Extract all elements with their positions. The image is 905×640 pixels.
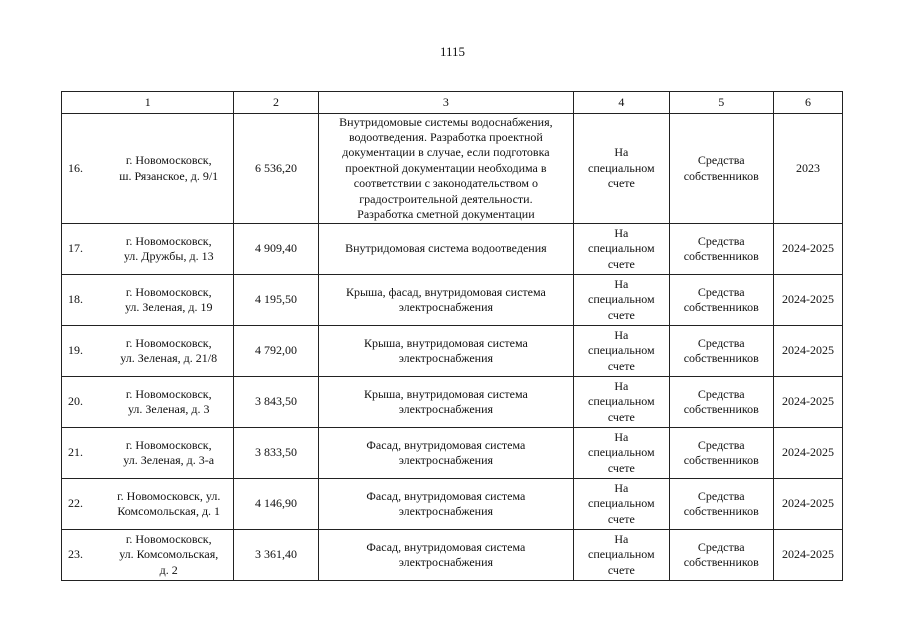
works-line: Крыша, внутридомовая система — [363, 386, 528, 401]
account-line: счете — [607, 409, 635, 424]
funds-cell — [669, 326, 773, 377]
works-cell — [318, 479, 574, 530]
table-row — [62, 114, 843, 224]
works-line: электроснабжения — [398, 351, 494, 365]
area-cell: 3 843,50 — [234, 377, 318, 428]
funds-line: Средства — [697, 437, 745, 452]
table-row — [62, 224, 843, 275]
row-number: 18. — [68, 292, 83, 307]
address-line: г. Новомосковск, ул. — [117, 488, 221, 503]
table-row — [62, 479, 843, 530]
funds-cell — [669, 377, 773, 428]
account-line: На — [614, 378, 629, 393]
area-cell: 4 146,90 — [234, 479, 318, 530]
years-cell: 2024-2025 — [773, 224, 842, 275]
account-line: На — [614, 480, 629, 495]
address-text — [104, 153, 233, 184]
address-line: ш. Рязанское, д. 9/1 — [119, 168, 219, 183]
account-cell — [574, 326, 669, 377]
account-line: счете — [607, 511, 635, 526]
address-text — [104, 285, 233, 316]
row-number: 16. — [68, 160, 83, 175]
works-line: электроснабжения — [398, 453, 494, 467]
account-line: специальном — [588, 343, 655, 358]
works-line: градостроительной деятельности. — [359, 191, 533, 206]
account-line: счете — [607, 562, 635, 577]
column-header: 5 — [669, 92, 773, 114]
works-cell — [318, 224, 574, 275]
address-line: ул. Зеленая, д. 3-а — [123, 453, 215, 467]
address-cell — [62, 428, 234, 479]
table-row — [62, 326, 843, 377]
funds-line: собственников — [683, 300, 759, 314]
address-text — [104, 532, 233, 578]
address-line: ул. Дружбы, д. 13 — [123, 249, 214, 263]
funds-line: Средства — [697, 386, 745, 401]
account-cell — [574, 114, 669, 224]
account-line: На — [614, 327, 629, 342]
funds-line: собственников — [683, 555, 759, 569]
works-line: Фасад, внутридомовая система — [366, 539, 526, 554]
years-cell: 2024-2025 — [773, 428, 842, 479]
works-line: Внутридомовые системы водоснабжения, — [339, 114, 553, 129]
area-cell: 4 909,40 — [234, 224, 318, 275]
funds-cell — [669, 479, 773, 530]
funds-line: собственников — [683, 168, 759, 183]
page-number: 1115 — [439, 44, 466, 59]
works-line: Разработка сметной документации — [357, 207, 535, 222]
address-line: ул. Зеленая, д. 3 — [127, 402, 210, 416]
account-line: специальном — [588, 394, 655, 409]
account-line: счете — [607, 256, 635, 271]
account-line: счете — [607, 460, 635, 475]
years-cell: 2024-2025 — [773, 377, 842, 428]
address-line: г. Новомосковск, — [125, 153, 212, 168]
address-line: д. 2 — [159, 562, 178, 577]
column-header: 3 — [318, 92, 574, 114]
works-line: электроснабжения — [398, 504, 494, 518]
account-cell — [574, 530, 669, 581]
row-number: 21. — [68, 445, 83, 460]
address-line: г. Новомосковск, — [125, 531, 212, 546]
works-line: Крыша, фасад, внутридомовая система — [345, 284, 546, 299]
funds-line: собственников — [683, 249, 759, 263]
column-header: 6 — [773, 92, 842, 114]
funds-cell — [669, 428, 773, 479]
funds-line: Средства — [697, 539, 745, 554]
works-cell — [318, 275, 574, 326]
address-cell — [62, 530, 234, 581]
works-line: Внутридомовая система водоотведения — [345, 241, 547, 256]
account-line: На — [614, 276, 629, 291]
address-line: ул. Зеленая, д. 21/8 — [120, 351, 218, 365]
funds-line: Средства — [697, 153, 745, 168]
row-number: 20. — [68, 394, 83, 409]
funds-line: Средства — [697, 335, 745, 350]
address-cell — [62, 224, 234, 275]
years-cell: 2024-2025 — [773, 326, 842, 377]
account-line: специальном — [588, 241, 655, 256]
works-line: Фасад, внутридомовая система — [366, 488, 526, 503]
funds-cell — [669, 275, 773, 326]
account-line: счете — [607, 176, 635, 191]
account-line: счете — [607, 307, 635, 322]
funds-cell — [669, 530, 773, 581]
area-cell: 3 833,50 — [234, 428, 318, 479]
funds-line: Средства — [697, 284, 745, 299]
address-cell — [62, 275, 234, 326]
funds-cell — [669, 224, 773, 275]
repair-schedule-table — [61, 91, 843, 581]
works-line: водоотведения. Разработка проектной — [348, 129, 543, 144]
account-cell — [574, 275, 669, 326]
works-line: соответствии с законодательством о — [353, 176, 538, 191]
row-number: 17. — [68, 241, 83, 256]
account-line: счете — [607, 358, 635, 373]
works-line: Фасад, внутридомовая система — [366, 437, 526, 452]
works-cell — [318, 530, 574, 581]
years-cell: 2023 — [773, 114, 842, 224]
address-cell — [62, 377, 234, 428]
address-line: г. Новомосковск, — [125, 284, 212, 299]
address-line: г. Новомосковск, — [125, 386, 212, 401]
works-line: электроснабжения — [398, 300, 494, 314]
address-text — [104, 438, 233, 469]
funds-line: собственников — [683, 351, 759, 365]
funds-line: собственников — [683, 504, 759, 518]
address-line: г. Новомосковск, — [125, 233, 212, 248]
table-row — [62, 530, 843, 581]
account-cell — [574, 428, 669, 479]
works-cell — [318, 114, 574, 224]
account-cell — [574, 479, 669, 530]
column-header: 2 — [234, 92, 318, 114]
address-line: ул. Зеленая, д. 19 — [124, 300, 213, 314]
works-cell — [318, 428, 574, 479]
years-cell: 2024-2025 — [773, 275, 842, 326]
address-cell — [62, 114, 234, 224]
address-text — [104, 387, 233, 418]
address-text — [104, 489, 233, 520]
funds-line: собственников — [683, 402, 759, 416]
account-line: специальном — [588, 292, 655, 307]
funds-cell — [669, 114, 773, 224]
works-line: проектной документации необходима в — [345, 160, 547, 175]
row-number: 22. — [68, 496, 83, 511]
area-cell: 4 792,00 — [234, 326, 318, 377]
works-line: документации в случае, если подготовка — [342, 145, 550, 160]
area-cell: 3 361,40 — [234, 530, 318, 581]
column-header: 4 — [574, 92, 669, 114]
funds-line: Средства — [697, 488, 745, 503]
account-line: специальном — [588, 547, 655, 562]
account-line: На — [614, 145, 629, 160]
works-cell — [318, 326, 574, 377]
works-line: Крыша, внутридомовая система — [363, 335, 528, 350]
address-cell — [62, 326, 234, 377]
address-cell — [62, 479, 234, 530]
account-cell — [574, 377, 669, 428]
table-row — [62, 275, 843, 326]
area-cell: 4 195,50 — [234, 275, 318, 326]
address-line: Комсомольская, д. 1 — [117, 504, 221, 518]
column-number-row — [62, 92, 843, 114]
address-text — [104, 336, 233, 367]
account-line: специальном — [588, 496, 655, 511]
years-cell: 2024-2025 — [773, 479, 842, 530]
years-cell: 2024-2025 — [773, 530, 842, 581]
account-line: специальном — [588, 160, 655, 175]
address-text — [104, 234, 233, 265]
row-number: 19. — [68, 343, 83, 358]
account-line: На — [614, 531, 629, 546]
account-line: На — [614, 225, 629, 240]
address-line: ул. Комсомольская, — [119, 547, 219, 562]
table-row — [62, 377, 843, 428]
table-row — [62, 428, 843, 479]
account-line: На — [614, 429, 629, 444]
works-line: электроснабжения — [398, 402, 494, 416]
column-header: 1 — [62, 92, 234, 114]
works-line: электроснабжения — [398, 555, 494, 569]
funds-line: Средства — [697, 233, 745, 248]
address-line: г. Новомосковск, — [125, 437, 212, 452]
works-cell — [318, 377, 574, 428]
account-cell — [574, 224, 669, 275]
area-cell: 6 536,20 — [234, 114, 318, 224]
address-line: г. Новомосковск, — [125, 335, 212, 350]
row-number: 23. — [68, 547, 83, 562]
account-line: специальном — [588, 445, 655, 460]
funds-line: собственников — [683, 453, 759, 467]
